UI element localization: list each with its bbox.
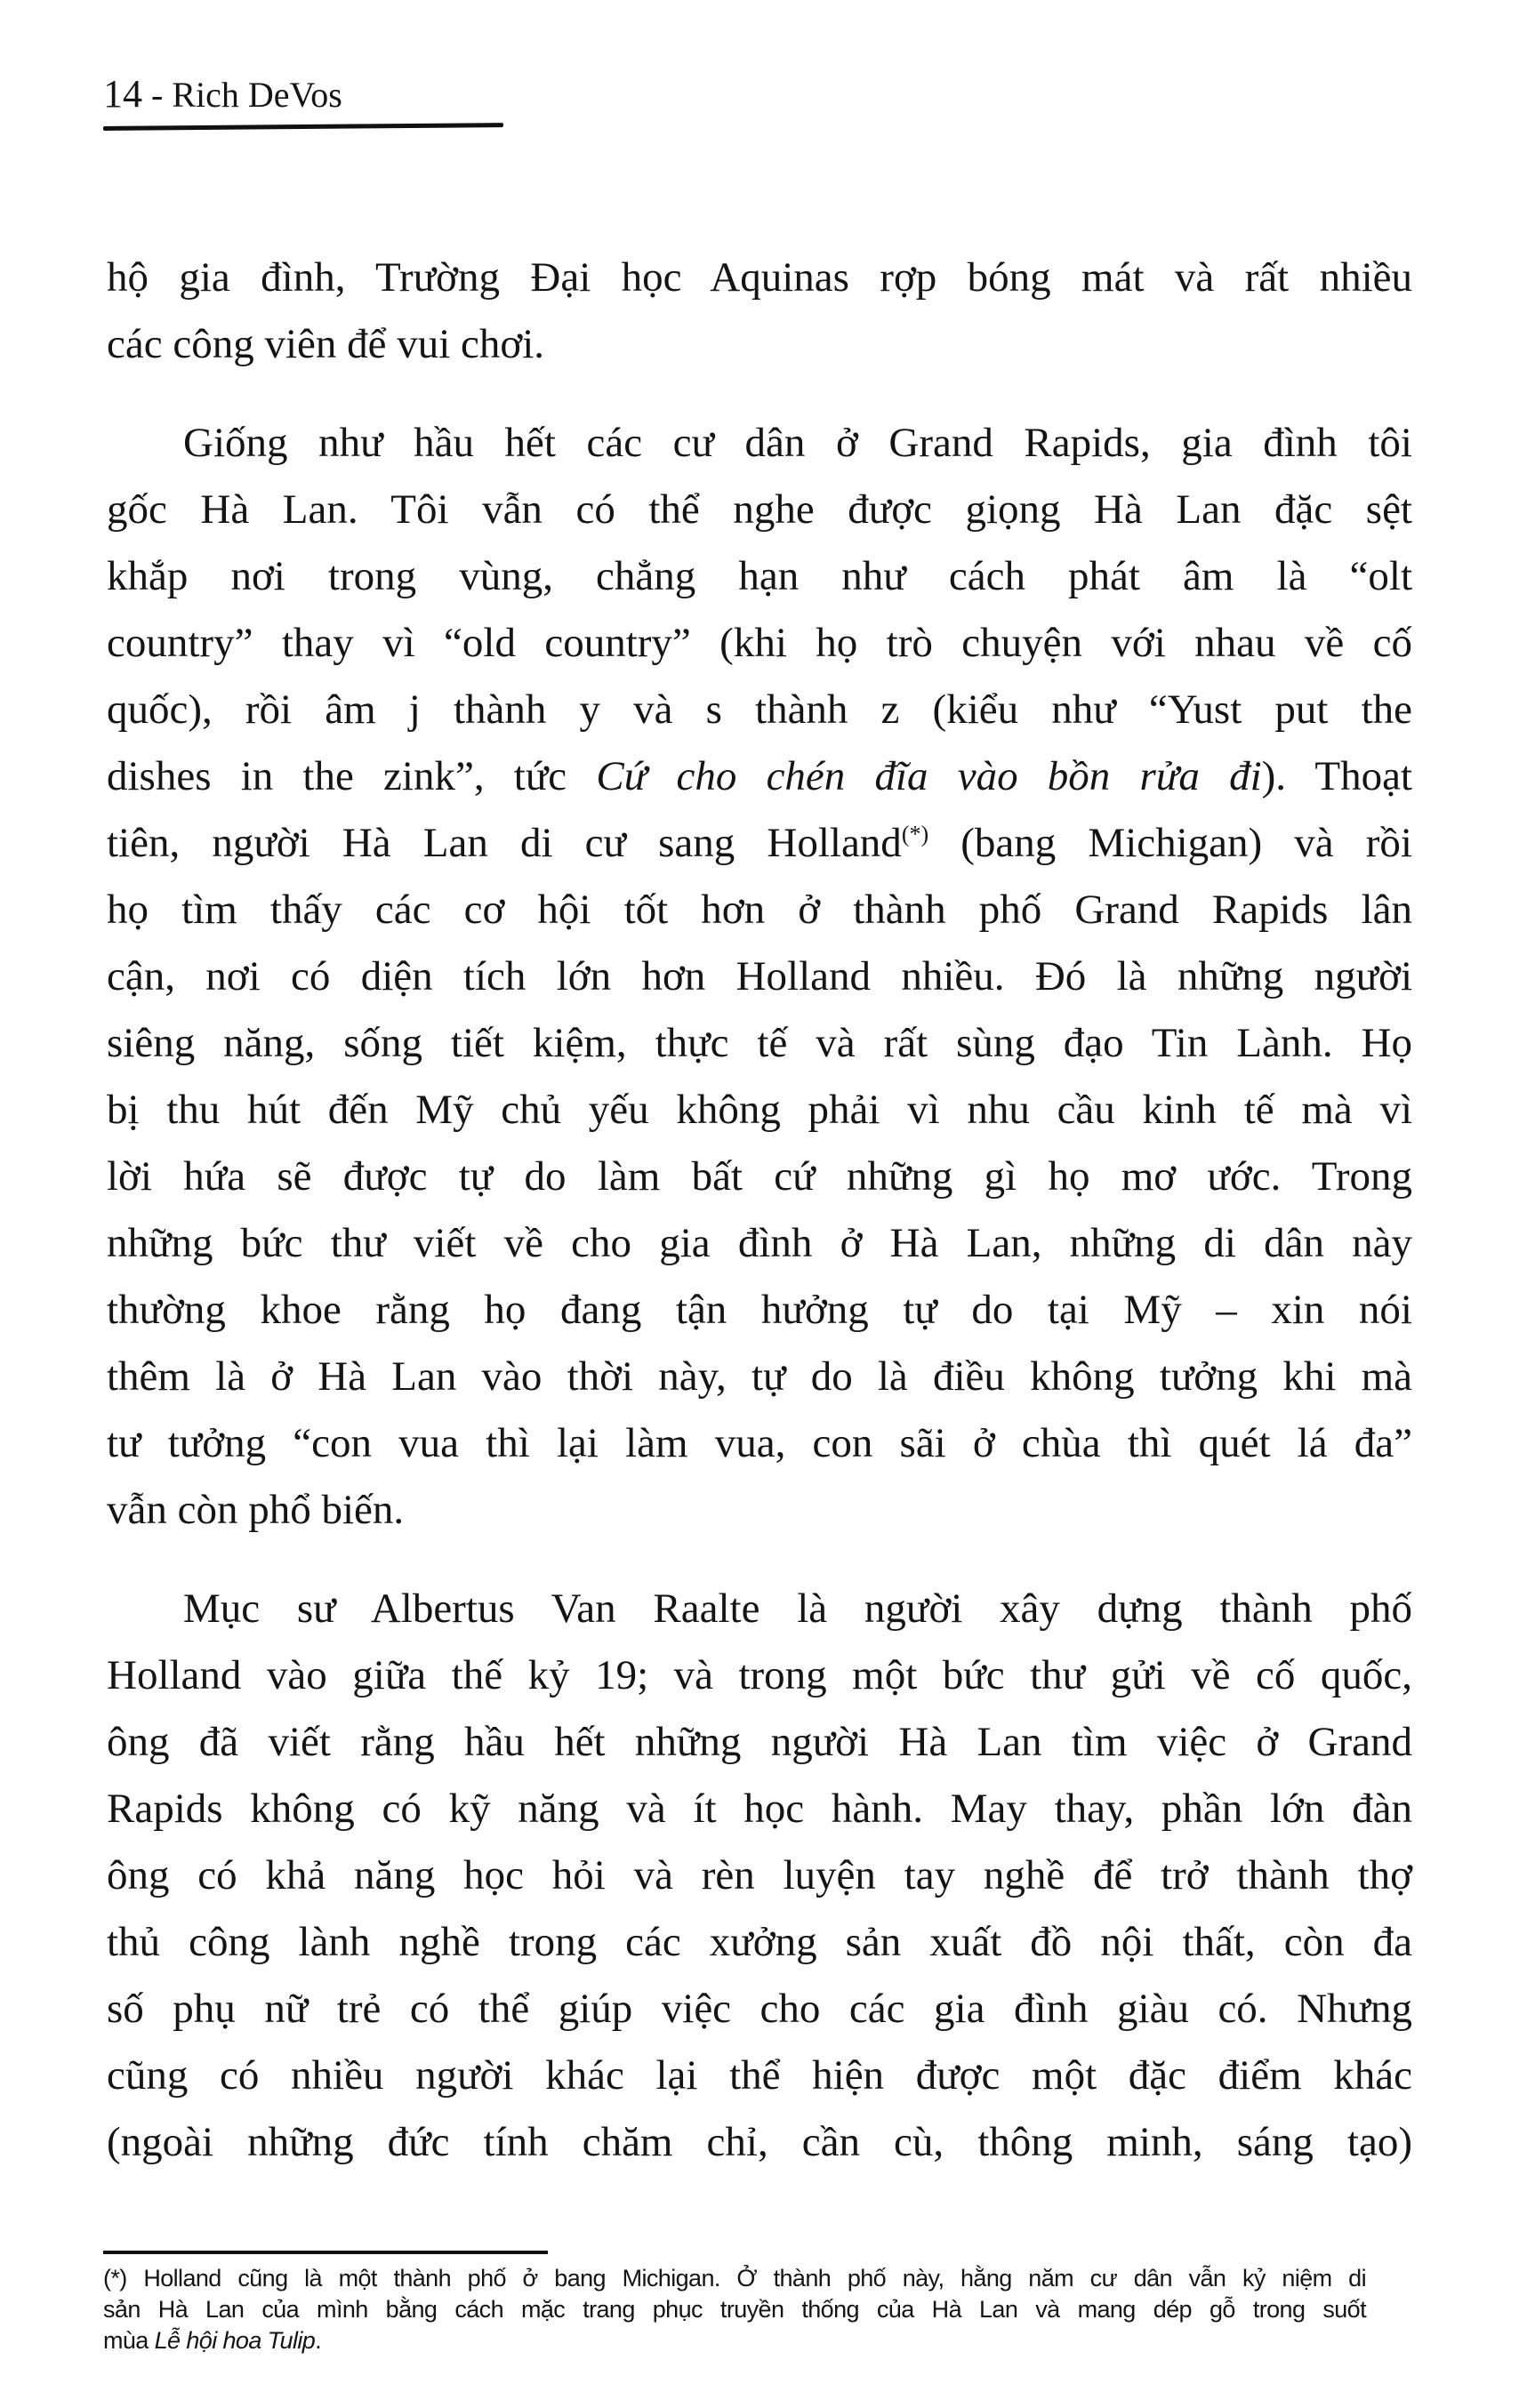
text-line — [107, 2109, 1412, 2176]
text-run: ông có khả năng học hỏi và rèn luyện tay nghề để trở thành thợ — [107, 1852, 1412, 1898]
text-line — [107, 810, 1412, 877]
text-line — [107, 1144, 1412, 1210]
text-line — [107, 1776, 1412, 1842]
text-line — [107, 1477, 1412, 1544]
text-run: Holland vào giữa thế kỷ 19; và trong một bức thư gửi về cố quốc, — [107, 1652, 1412, 1698]
text-line — [107, 311, 1412, 378]
text-run: tư tưởng “con vua thì lại làm vua, con sãi ở chùa thì quét lá đa” — [107, 1420, 1412, 1466]
text-line — [107, 477, 1412, 543]
text-run: vẫn còn phổ biến. — [107, 1487, 405, 1533]
italic-text: Cứ cho chén đĩa vào bồn rửa đi — [596, 753, 1262, 799]
footnote-line — [103, 2263, 1366, 2294]
text-run: lời hứa sẽ được tự do làm bất cứ những gì họ mơ ước. Trong — [107, 1153, 1412, 1200]
text-line — [107, 1909, 1412, 1976]
text-run: bị thu hút đến Mỹ chủ yếu không phải vì nhu cầu kinh tế mà vì — [107, 1087, 1412, 1133]
text-run: cũng có nhiều người khác lại thể hiện được một đặc điểm khác — [107, 2052, 1412, 2099]
footnote-rule — [103, 2251, 548, 2254]
header-rule — [103, 123, 503, 131]
footnote-line — [103, 2294, 1366, 2325]
text-run: cận, nơi có diện tích lớn hơn Holland nhiều. Đó là những người — [107, 953, 1412, 999]
text-run: mùa — [103, 2327, 155, 2354]
text-run: quốc), rồi âm j thành y và s thành z (kiểu như “Yust put the — [107, 686, 1412, 733]
text-run: thêm là ở Hà Lan vào thời này, tự do là điều không tưởng khi mà — [107, 1353, 1412, 1400]
header-author: Rich DeVos — [172, 75, 342, 115]
body-text — [107, 245, 1412, 2208]
text-line — [107, 1642, 1412, 1709]
text-run: Giống như hầu hết các cư dân ở Grand Rapids, gia đình tôi — [183, 420, 1412, 466]
text-run: thường khoe rằng họ đang tận hưởng tự do tại Mỹ – xin nói — [107, 1287, 1412, 1333]
footnote — [103, 2263, 1366, 2356]
text-run: (bang Michigan) và rồi — [928, 820, 1412, 866]
page-number: 14 — [103, 72, 142, 116]
header-separator: - — [151, 75, 164, 115]
text-run: ông đã viết rằng hầu hết những người Hà Lan tìm việc ở Grand — [107, 1719, 1412, 1765]
text-line — [107, 743, 1412, 810]
text-line — [107, 1010, 1412, 1077]
text-line — [107, 943, 1412, 1010]
text-line — [107, 1410, 1412, 1477]
text-line — [107, 1709, 1412, 1776]
footnote-marker: (*) — [901, 821, 929, 847]
footnote-line — [103, 2325, 1366, 2356]
text-line — [107, 1576, 1412, 1642]
text-run: họ tìm thấy các cơ hội tốt hơn ở thành phố Grand Rapids lân — [107, 887, 1412, 933]
text-line — [107, 1842, 1412, 1909]
text-run: siêng năng, sống tiết kiệm, thực tế và rất sùng đạo Tin Lành. Họ — [107, 1020, 1412, 1066]
text-line — [107, 677, 1412, 743]
text-line — [107, 1344, 1412, 1410]
text-run: ). Thoạt — [1261, 753, 1412, 799]
text-run: (ngoài những đức tính chăm chỉ, cần cù, thông minh, sáng tạo) — [107, 2119, 1412, 2165]
text-run: sản Hà Lan của mình bằng cách mặc trang phục truyền thống của Hà Lan và mang dép gỗ trong suốt — [103, 2296, 1366, 2323]
text-line — [107, 2043, 1412, 2109]
text-run: tiên, người Hà Lan di cư sang Holland — [107, 820, 902, 866]
text-run: . — [315, 2327, 322, 2354]
text-line — [107, 1277, 1412, 1344]
text-line — [107, 610, 1412, 677]
text-run: (*) Holland cũng là một thành phố ở bang Michigan. Ở thành phố này, hằng năm cư dân vẫn kỷ niệm di — [103, 2265, 1366, 2292]
text-line — [107, 877, 1412, 943]
text-line — [107, 410, 1412, 477]
text-line — [107, 1077, 1412, 1144]
text-run: những bức thư viết về cho gia đình ở Hà Lan, những di dân này — [107, 1220, 1412, 1266]
text-run: dishes in the zink”, tức — [107, 753, 597, 799]
text-line — [107, 1976, 1412, 2043]
text-run: các công viên để vui chơi. — [107, 321, 545, 367]
text-run: thủ công lành nghề trong các xưởng sản xuất đồ nội thất, còn đa — [107, 1919, 1412, 1965]
text-run: hộ gia đình, Trường Đại học Aquinas rợp bóng mát và rất nhiều — [107, 254, 1412, 301]
text-run: khắp nơi trong vùng, chẳng hạn như cách phát âm là “olt — [107, 553, 1412, 599]
text-line — [107, 245, 1412, 311]
running-header — [103, 71, 342, 116]
paragraph — [107, 410, 1412, 1544]
text-run: Mục sư Albertus Van Raalte là người xây dựng thành phố — [183, 1585, 1412, 1632]
italic-text: Lễ hội hoa Tulip — [154, 2327, 316, 2354]
paragraph — [107, 245, 1412, 378]
text-run: country” thay vì “old country” (khi họ trò chuyện với nhau về cố — [107, 620, 1412, 666]
text-line — [107, 543, 1412, 610]
text-line — [107, 1210, 1412, 1277]
text-run: Rapids không có kỹ năng và ít học hành. May thay, phần lớn đàn — [107, 1786, 1412, 1832]
paragraph — [107, 1576, 1412, 2176]
text-run: gốc Hà Lan. Tôi vẫn có thể nghe được giọng Hà Lan đặc sệt — [107, 486, 1412, 533]
text-run: số phụ nữ trẻ có thể giúp việc cho các gia đình giàu có. Nhưng — [107, 1986, 1412, 2032]
